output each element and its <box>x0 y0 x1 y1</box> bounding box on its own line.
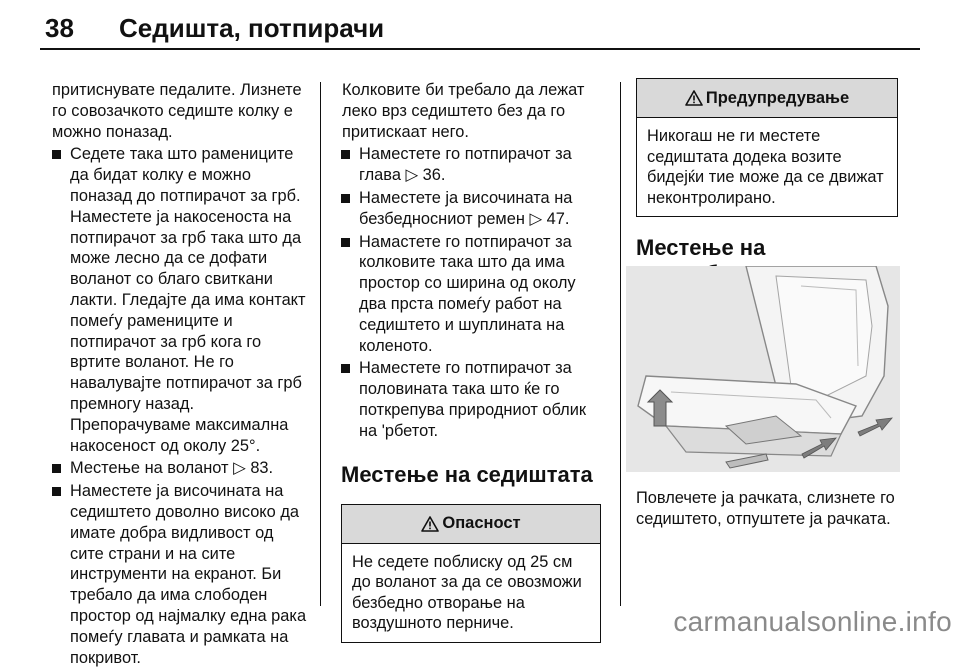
danger-box <box>341 504 601 643</box>
col1-list <box>52 144 310 668</box>
list-item-text: Наместете го потпирачот за половината така што ќе го поткрепува природниот облик на 'рбетот. <box>359 359 587 440</box>
bullet-icon <box>52 150 61 159</box>
bullet-icon <box>341 150 350 159</box>
page-reference[interactable]: 36. <box>422 166 446 185</box>
list-item <box>52 481 310 668</box>
column-divider-1 <box>320 82 321 606</box>
section-heading-seat-position: Местење на <box>636 235 766 260</box>
page-header <box>0 0 960 46</box>
bullet-icon <box>341 194 350 203</box>
triangle-right-icon: ▷ <box>233 459 246 478</box>
bullet-icon <box>52 464 61 473</box>
warning-box <box>636 78 898 217</box>
col2-intro: Колковите би требало да лежат леко врз седиштето без да го притискаат него. <box>342 81 585 141</box>
page-reference[interactable]: 83. <box>250 459 274 478</box>
col2-list <box>341 144 607 441</box>
list-item <box>52 458 310 479</box>
bullet-icon <box>341 364 350 373</box>
page-reference[interactable]: 47. <box>546 209 570 228</box>
triangle-right-icon: ▷ <box>405 166 419 185</box>
list-item-text: Намастете го потпирачот за колковите така што да има простор со ширина од околу два прста помеѓу работ на седиштето и шуплината на коленото. <box>359 232 576 355</box>
bullet-icon <box>341 238 350 247</box>
list-item <box>341 144 607 186</box>
section-heading-seats: Местење на седиштата <box>341 461 593 487</box>
list-item <box>341 188 607 230</box>
list-item-text: Наместете ја височината на седиштето доволно високо да имате добра видливост од сите страни и на сите инструменти на екранот. Би требало да има слободен простор од најмалку една рака помеѓу главата и рамката на покривот. <box>70 482 307 667</box>
col1-intro: притиснувате педалите. Лизнете го совозачкото седиште колку е можно поназад. <box>52 81 302 141</box>
header-rule <box>40 48 920 50</box>
warning-box-text: Никогаш не ги местете седиштата додека возите бидејќи тие може да се движат неконтролирано. <box>647 127 884 207</box>
column-divider-2 <box>620 82 621 606</box>
image-caption: Повлечете ја рачката, слизнете го седиштето, отпуштете ја рачката. <box>636 489 895 528</box>
warning-box-header <box>637 79 897 118</box>
list-item-text: Местење на воланот <box>70 459 229 478</box>
list-item <box>341 232 607 357</box>
bullet-icon <box>52 487 61 496</box>
list-item-text: Наместете го потпирачот за глава <box>359 145 572 185</box>
warning-box-title: Предупредување <box>705 88 850 107</box>
warning-triangle-icon <box>685 90 703 106</box>
list-item <box>52 144 310 456</box>
list-item-text: Наместете ја височината на безбедносниот ремен <box>359 188 573 228</box>
danger-box-text: Не седете поблиску од 25 см до воланот за да се овозможи безбедно отворање на воздушното перниче. <box>352 552 582 633</box>
seat-adjustment-illustration <box>626 266 900 472</box>
warning-triangle-icon <box>421 516 439 532</box>
column-1 <box>52 80 310 670</box>
page-title: Седишта, потпирачи <box>119 13 385 43</box>
list-item <box>341 358 607 441</box>
triangle-right-icon: ▷ <box>529 209 543 228</box>
page-number: 38 <box>45 13 74 43</box>
watermark: carmanualsonline.info <box>673 606 952 637</box>
column-2 <box>341 80 607 643</box>
danger-box-title: Опасност <box>442 514 521 533</box>
list-item-text: Седете така што рамениците да бидат колку е можно поназад до потпирачот за грб. Наместете ја накосеноста на потпирачот за грб така што да може лесно да се дофати воланот со благо свиткани лакти. Гледајте да има контакт помеѓу рамениците и потпирачот за грб кога го вртите воланот. Не го навалувајте потпирачот за грб премногу назад. Препорачуваме максимална накосеност од околу 25°. <box>70 145 306 455</box>
danger-box-header <box>342 505 600 544</box>
